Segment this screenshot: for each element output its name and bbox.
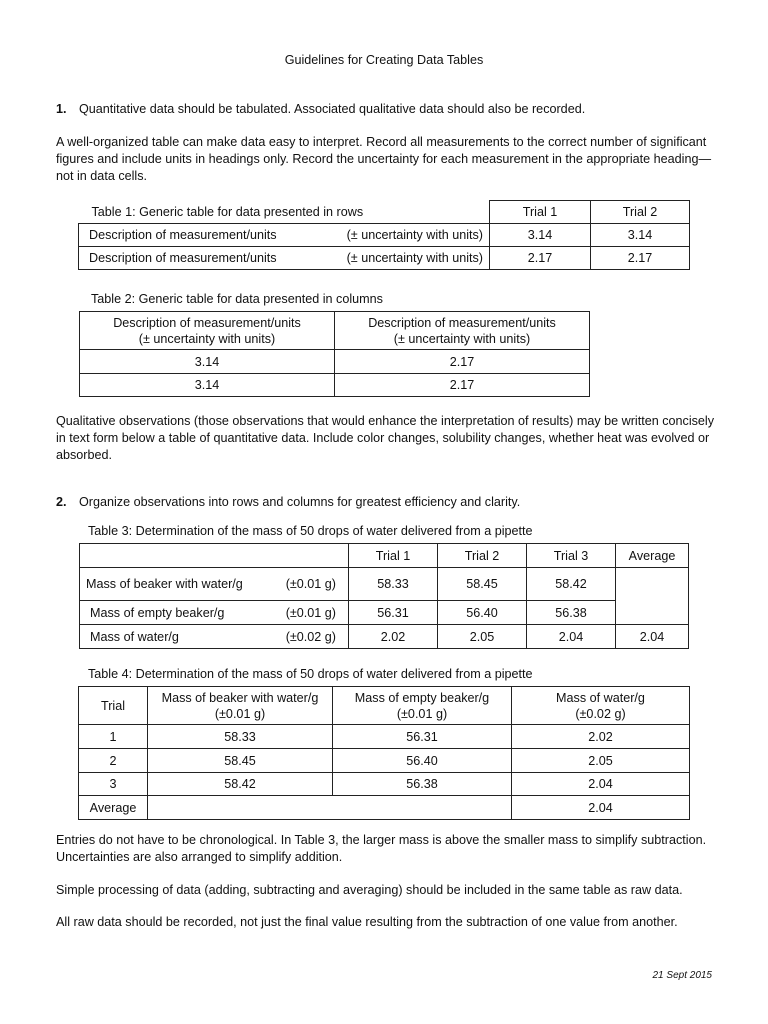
table-3-header: Trial 2 — [438, 544, 527, 568]
table-1-caption: Table 1: Generic table for data presented in rows — [79, 201, 490, 224]
header-line: (± uncertainty with units) — [393, 331, 531, 346]
table-3-caption: Table 3: Determination of the mass of 50 drops of water delivered from a pipette — [88, 524, 533, 538]
section-1-paragraph: A well-organized table can make data easy to interpret. Record all measurements to the correct number of significant figures and include units in headings only. Record the uncertainty for each measurement in the appropriate heading—not in data cells. — [56, 135, 712, 183]
table-cell: 2.05 — [438, 625, 527, 649]
table-cell: 58.45 — [148, 749, 333, 773]
table-cell: 2.17 — [591, 247, 690, 270]
table-cell: 2.04 — [616, 625, 689, 649]
table-cell — [148, 796, 512, 820]
table-row — [79, 247, 690, 270]
section-1-heading-text: Quantitative data should be tabulated. Associated qualitative data should also be recorded. — [79, 102, 586, 116]
table-cell — [616, 568, 689, 625]
table-4 — [78, 686, 690, 820]
table-3-header: Trial 3 — [527, 544, 616, 568]
table-row — [79, 773, 690, 796]
closing-paragraph: Entries do not have to be chronological. In Table 3, the larger mass is above the smaller mass to simplify subtraction. Uncertainties are also arranged to simplify addition. — [56, 833, 707, 864]
table-row — [79, 224, 690, 247]
table-cell: 2.05 — [512, 749, 690, 773]
table-cell: 58.42 — [527, 568, 616, 601]
closing-paragraph: Simple processing of data (adding, subtracting and averaging) should be included in the same table as raw data. — [56, 883, 683, 897]
table-row — [80, 601, 689, 625]
table-row — [79, 796, 690, 820]
section-2-number: 2. — [56, 495, 67, 509]
table-cell: 58.33 — [349, 568, 438, 601]
table-cell: (± uncertainty with units) — [316, 247, 490, 270]
section-1-heading — [56, 101, 716, 118]
section-2-heading-text: Organize observations into rows and columns for greatest efficiency and clarity. — [79, 495, 521, 509]
section-1-number: 1. — [56, 102, 67, 116]
header-line: Mass of water/g — [556, 690, 645, 705]
table-cell: 2.04 — [527, 625, 616, 649]
table-cell: 2.02 — [512, 725, 690, 749]
table-4-header: Trial — [79, 687, 148, 725]
table-cell: 3.14 — [80, 374, 335, 397]
header-line: Description of measurement/units — [113, 315, 301, 330]
section-2-heading — [56, 494, 716, 511]
table-3 — [79, 543, 689, 649]
table-4-caption: Table 4: Determination of the mass of 50 drops of water delivered from a pipette — [88, 667, 533, 681]
header-line: Mass of beaker with water/g — [161, 690, 319, 705]
table-cell: 56.40 — [333, 749, 512, 773]
header-line: (± uncertainty with units) — [138, 331, 276, 346]
table-cell: 2.02 — [349, 625, 438, 649]
table-row — [79, 749, 690, 773]
page-title: Guidelines for Creating Data Tables — [284, 53, 484, 67]
header-line: Mass of empty beaker/g — [354, 690, 490, 705]
header-line: (±0.02 g) — [575, 706, 626, 721]
header-line: (±0.01 g) — [396, 706, 448, 721]
table-cell: 58.33 — [148, 725, 333, 749]
table-row — [80, 374, 590, 397]
table-cell: 56.38 — [527, 601, 616, 625]
table-cell: 3.14 — [80, 350, 335, 374]
table-cell: 56.38 — [333, 773, 512, 796]
table-2-header — [80, 312, 335, 350]
table-cell: 2 — [79, 749, 148, 773]
table-1-header: Trial 2 — [591, 201, 690, 224]
table-cell: 3.14 — [490, 224, 591, 247]
table-cell: 2.17 — [490, 247, 591, 270]
header-line: Description of measurement/units — [368, 315, 556, 330]
table-3-header: Average — [616, 544, 689, 568]
table-3-header: Trial 1 — [349, 544, 438, 568]
table-cell: 58.42 — [148, 773, 333, 796]
table-cell: 2.17 — [335, 374, 590, 397]
table-cell: 56.40 — [438, 601, 527, 625]
table-cell: (±0.02 g) — [254, 625, 349, 649]
table-row — [80, 568, 689, 601]
table-cell: 58.45 — [438, 568, 527, 601]
closing-paragraph: All raw data should be recorded, not just the final value resulting from the subtraction of one value from another. — [56, 915, 678, 929]
qualitative-paragraph: Qualitative observations (those observations that would enhance the interpretation of results) may be written concisely in text form below a table of quantitative data. Include color changes, solubility changes, whether heat was evolved or absorbed. — [56, 414, 715, 462]
table-4-header — [333, 687, 512, 725]
table-cell: 3 — [79, 773, 148, 796]
table-cell: (±0.01 g) — [254, 568, 349, 601]
table-cell: Mass of empty beaker/g — [80, 601, 255, 625]
table-cell: 2.04 — [512, 796, 690, 820]
table-cell: Average — [79, 796, 148, 820]
table-4-header — [512, 687, 690, 725]
table-cell: Mass of beaker with water/g — [80, 568, 255, 601]
table-cell: 56.31 — [333, 725, 512, 749]
table-3-corner-cell — [80, 544, 349, 568]
header-line: (±0.01 g) — [214, 706, 266, 721]
table-2 — [79, 311, 590, 397]
table-row — [79, 725, 690, 749]
table-1-header: Trial 1 — [490, 201, 591, 224]
table-row — [80, 625, 689, 649]
table-cell: Description of measurement/units — [79, 247, 316, 270]
table-row — [80, 350, 590, 374]
table-cell: 3.14 — [591, 224, 690, 247]
table-2-header — [335, 312, 590, 350]
table-cell: (±0.01 g) — [254, 601, 349, 625]
table-cell: 2.04 — [512, 773, 690, 796]
table-1 — [78, 200, 690, 270]
table-2-caption: Table 2: Generic table for data presented in columns — [91, 292, 383, 306]
table-cell: 56.31 — [349, 601, 438, 625]
table-cell: Mass of water/g — [80, 625, 255, 649]
table-cell: 1 — [79, 725, 148, 749]
table-cell: (± uncertainty with units) — [316, 224, 490, 247]
document-date: 21 Sept 2015 — [652, 970, 712, 981]
table-cell: Description of measurement/units — [79, 224, 316, 247]
table-cell: 2.17 — [335, 350, 590, 374]
table-4-header — [148, 687, 333, 725]
